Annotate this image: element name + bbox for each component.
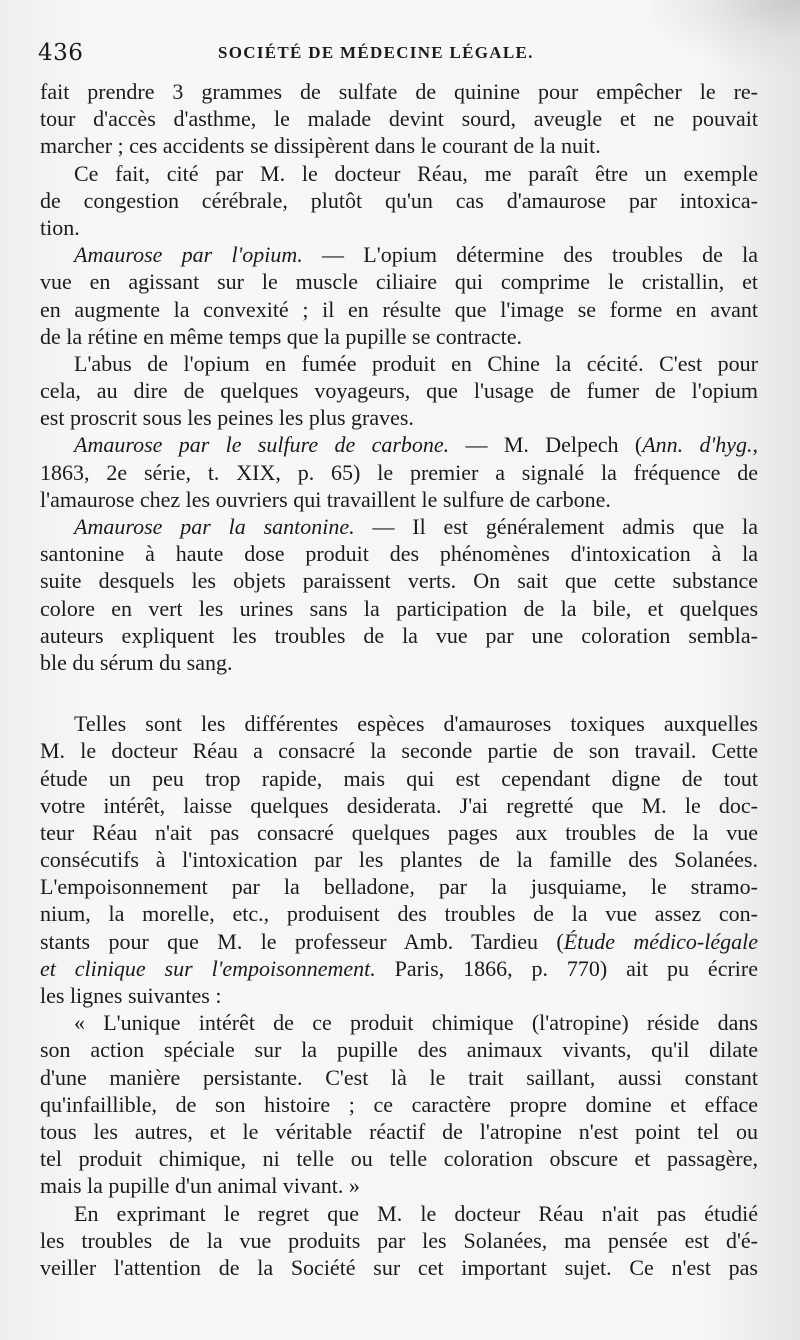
text-line: vue en agissant sur le muscle ciliaire qui comprime le cristallin, et bbox=[40, 269, 758, 295]
paragraph-gap bbox=[40, 676, 758, 710]
quote-line: tous les autres, et le véritable réactif de l'atropine n'est point tel ou bbox=[40, 1118, 758, 1144]
text-line: est proscrit sous les peines les plus graves. bbox=[40, 405, 414, 431]
text-line-tardieu bbox=[40, 928, 758, 955]
text-line: teur Réau n'ait pas consacré quelques pages aux troubles de la vue bbox=[40, 819, 758, 845]
text-line: M. le docteur Réau a consacré la seconde partie de son travail. Cette bbox=[40, 738, 758, 764]
text-line: nium, la morelle, etc., produisent des troubles de la vue assez con- bbox=[40, 901, 758, 927]
text-line: ble du sérum du sang. bbox=[40, 649, 233, 675]
quote-line: tel produit chimique, ni telle ou telle coloration obscure et passagère, bbox=[40, 1146, 758, 1172]
italic-heading-carbone: Amaurose par le sulfure de carbone. bbox=[74, 432, 450, 458]
text-line: fait prendre 3 grammes de sulfate de quinine pour empêcher le re- bbox=[40, 79, 758, 104]
italic-heading-santonine: Amaurose par la santonine. bbox=[74, 514, 355, 539]
body-text bbox=[40, 78, 758, 1281]
text-line-rest: Paris, 1866, p. 770) ait pu écrire bbox=[375, 955, 758, 981]
text-line: Ce fait, cité par M. le docteur Réau, me paraît être un exemple bbox=[74, 160, 758, 186]
text-line-clinique bbox=[40, 955, 758, 982]
text-line: santonine à haute dose produit des phénomènes d'intoxication à la bbox=[40, 541, 758, 567]
text-line: 1863, 2e série, t. XIX, p. 65) le premier a signalé la fréquence de bbox=[40, 459, 758, 485]
text-line: Telles sont les différentes espèces d'amauroses toxiques auxquelles bbox=[74, 711, 758, 737]
text-line: consécutifs à l'intoxication par les plantes de la famille des Solanées. bbox=[40, 847, 758, 873]
quote-line: son action spéciale sur la pupille des animaux vivants, qu'il dilate bbox=[40, 1037, 758, 1063]
quote-line: qu'infaillible, de son histoire ; ce caractère propre domine et efface bbox=[40, 1091, 758, 1117]
running-head: SOCIÉTÉ DE MÉDECINE LÉGALE. bbox=[218, 43, 534, 62]
quote-line: « L'unique intérêt de ce produit chimique (l'atropine) réside dans bbox=[74, 1010, 758, 1036]
text-line-opium bbox=[40, 241, 758, 268]
text-line: colore en vert les urines sans la participation de la bile, et quelques bbox=[40, 595, 758, 621]
page-header bbox=[38, 40, 758, 74]
text-line-carbone bbox=[40, 431, 758, 458]
text-line: cela, au dire de quelques voyageurs, que l'usage de fumer de l'opium bbox=[40, 378, 758, 404]
text-line: votre intérêt, laisse quelques desiderata. J'ai regretté que M. le doc- bbox=[40, 792, 758, 818]
text-line: marcher ; ces accidents se dissipèrent dans le courant de la nuit. bbox=[40, 133, 601, 159]
text-line: de congestion cérébrale, plutôt qu'un cas d'amaurose par intoxica- bbox=[40, 187, 758, 213]
text-line-rest: — L'opium détermine des troubles de la bbox=[302, 242, 758, 268]
text-line: en augmente la convexité ; il en résulte que l'image se forme en avant bbox=[40, 296, 758, 322]
text-line: étude un peu trop rapide, mais qui est cependant digne de tout bbox=[40, 765, 758, 791]
text-line: L'abus de l'opium en fumée produit en Chine la cécité. C'est pour bbox=[74, 350, 758, 376]
text-line-rest: , bbox=[752, 432, 758, 458]
text-line: En exprimant le regret que M. le docteur Réau n'ait pas étudié bbox=[74, 1200, 758, 1226]
text-line: suite desquels les objets paraissent verts. On sait que cette substance bbox=[40, 568, 758, 594]
text-line: veiller l'attention de la Société sur cet important sujet. Ce n'est pas bbox=[40, 1254, 758, 1280]
quote-line: mais la pupille d'un animal vivant. » bbox=[40, 1173, 360, 1199]
text-line: L'empoisonnement par la belladone, par la jusquiame, le stramo- bbox=[40, 874, 758, 900]
text-line: auteurs expliquent les troubles de la vue par une coloration sembla- bbox=[40, 622, 758, 648]
text-line-santonine bbox=[40, 513, 758, 540]
italic-title-etude: Étude médico-légale bbox=[563, 928, 758, 954]
text-line: l'amaurose chez les ouvriers qui travaillent le sulfure de carbone. bbox=[40, 486, 611, 512]
text-line: tion. bbox=[40, 214, 80, 240]
page-number: 436 bbox=[38, 40, 84, 66]
italic-title-clinique: et clinique sur l'empoisonnement. bbox=[40, 955, 376, 981]
text-line: de la rétine en même temps que la pupille se contracte. bbox=[40, 323, 522, 349]
text-line-rest: — Il est généralement admis que la bbox=[354, 514, 758, 539]
text-line: les troubles de la vue produits par les Solanées, ma pensée est d'é- bbox=[40, 1227, 758, 1253]
italic-heading-opium: Amaurose par l'opium. bbox=[74, 242, 303, 268]
text-line: les lignes suivantes : bbox=[40, 983, 222, 1008]
text-line-rest: stants pour que M. le professeur Amb. Tardieu ( bbox=[40, 928, 564, 954]
italic-citation-ann: Ann. d'hyg. bbox=[642, 432, 753, 458]
text-line-rest: — M. Delpech ( bbox=[449, 432, 643, 458]
text-line: tour d'accès d'asthme, le malade devint sourd, aveugle et ne pouvait bbox=[40, 106, 758, 132]
quote-line: d'une manière persistante. C'est là le trait saillant, aussi constant bbox=[40, 1064, 758, 1090]
